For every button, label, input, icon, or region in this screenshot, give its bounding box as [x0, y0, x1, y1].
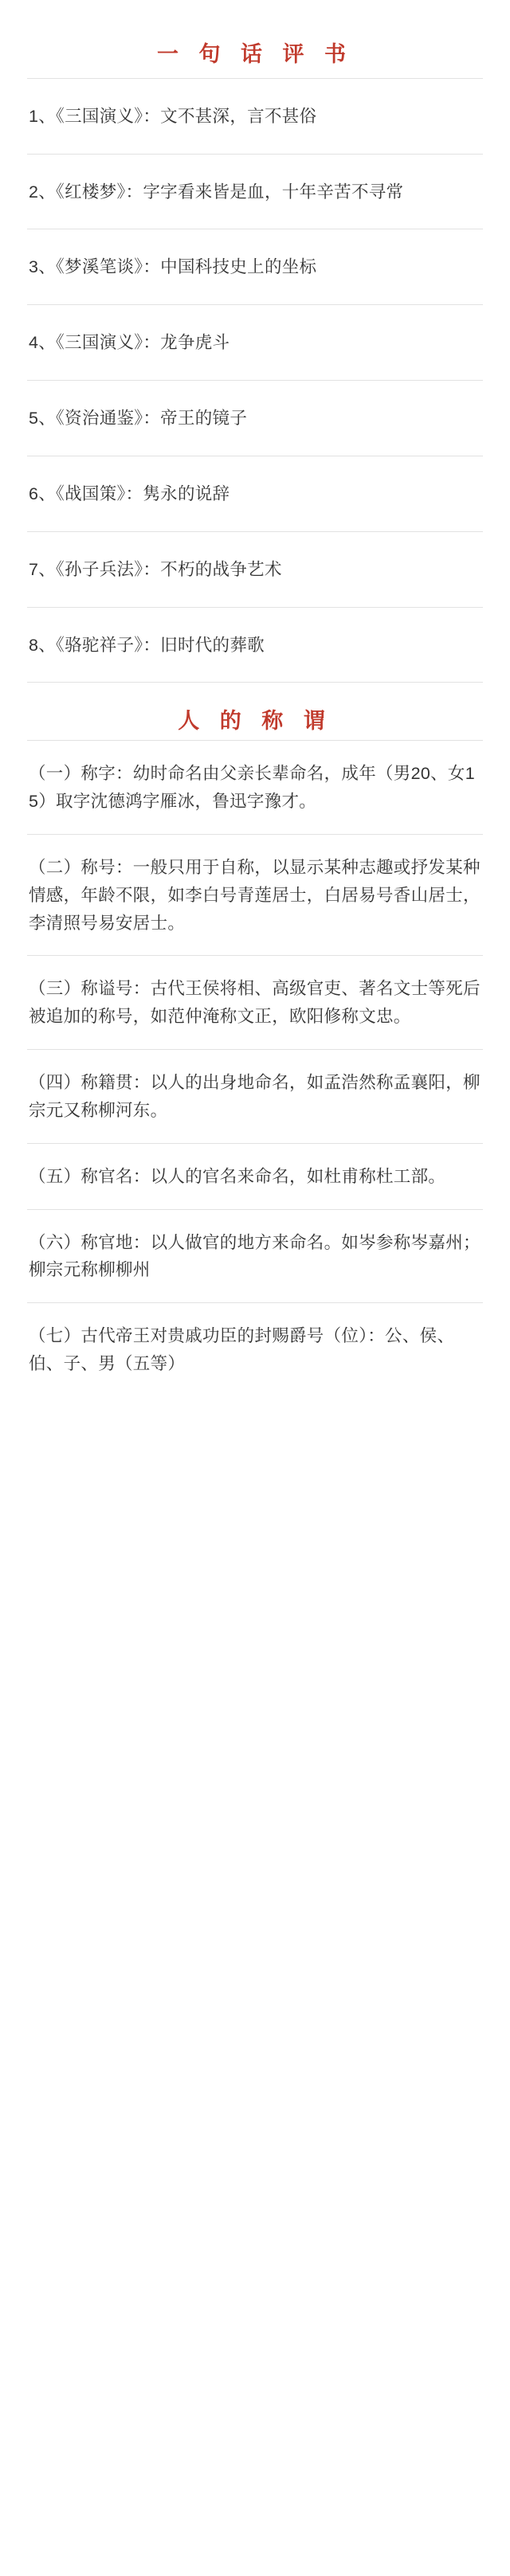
- list-item: （一）称字：幼时命名由父亲长辈命名，成年（男20、女15）取字沈德鸿字雁冰，鲁迅字豫才。: [29, 764, 475, 812]
- section-one: [27, 35, 483, 683]
- list-item: （五）称官名：以人的官名来命名，如杜甫称杜工部。: [29, 1166, 446, 1186]
- section-title-yijuhua-pingshu: 一 句 话 评 书: [156, 42, 353, 66]
- list-item: 5、《资治通鉴》：帝王的镜子: [29, 409, 248, 429]
- list-item: 6、《战国策》：隽永的说辞: [29, 483, 230, 503]
- list-item: 2、《红楼梦》：字字看来皆是血，十年辛苦不寻常: [29, 182, 404, 202]
- top-spacer: [27, 0, 483, 35]
- section-two: [27, 683, 483, 1396]
- list-item: （三）称谥号：古代王侯将相、高级官吏、著名文士等死后被追加的称号，如范仲淹称文正，欧阳修称文忠。: [29, 979, 481, 1027]
- list-item: （七）古代帝王对贵戚功臣的封赐爵号（位）：公、侯、伯、子、男（五等）: [29, 1326, 455, 1373]
- list-item: （六）称官地：以人做官的地方来命名。如岑参称岑嘉州；柳宗元称柳柳州: [29, 1232, 481, 1280]
- list-item: 7、《孙子兵法》：不朽的战争艺术: [29, 559, 282, 579]
- list-item: 4、《三国演义》：龙争虎斗: [29, 333, 230, 353]
- list-item: 8、《骆驼祥子》：旧时代的葬歌: [29, 635, 265, 655]
- list-item: （二）称号：一般只用于自称，以显示某种志趣或抒发某种情感，年龄不限，如李白号青莲居士，白居易号香山居士，李清照号易安居士。: [29, 857, 481, 933]
- list-item: （四）称籍贯：以人的出身地命名，如孟浩然称孟襄阳，柳宗元又称柳河东。: [29, 1073, 481, 1120]
- list-item: 1、《三国演义》：文不甚深，言不甚俗: [29, 106, 317, 126]
- section-title-ren-de-chengwei: 人 的 称 谓: [178, 709, 332, 734]
- list-item: 3、《梦溪笔谈》：中国科技史上的坐标: [29, 257, 317, 277]
